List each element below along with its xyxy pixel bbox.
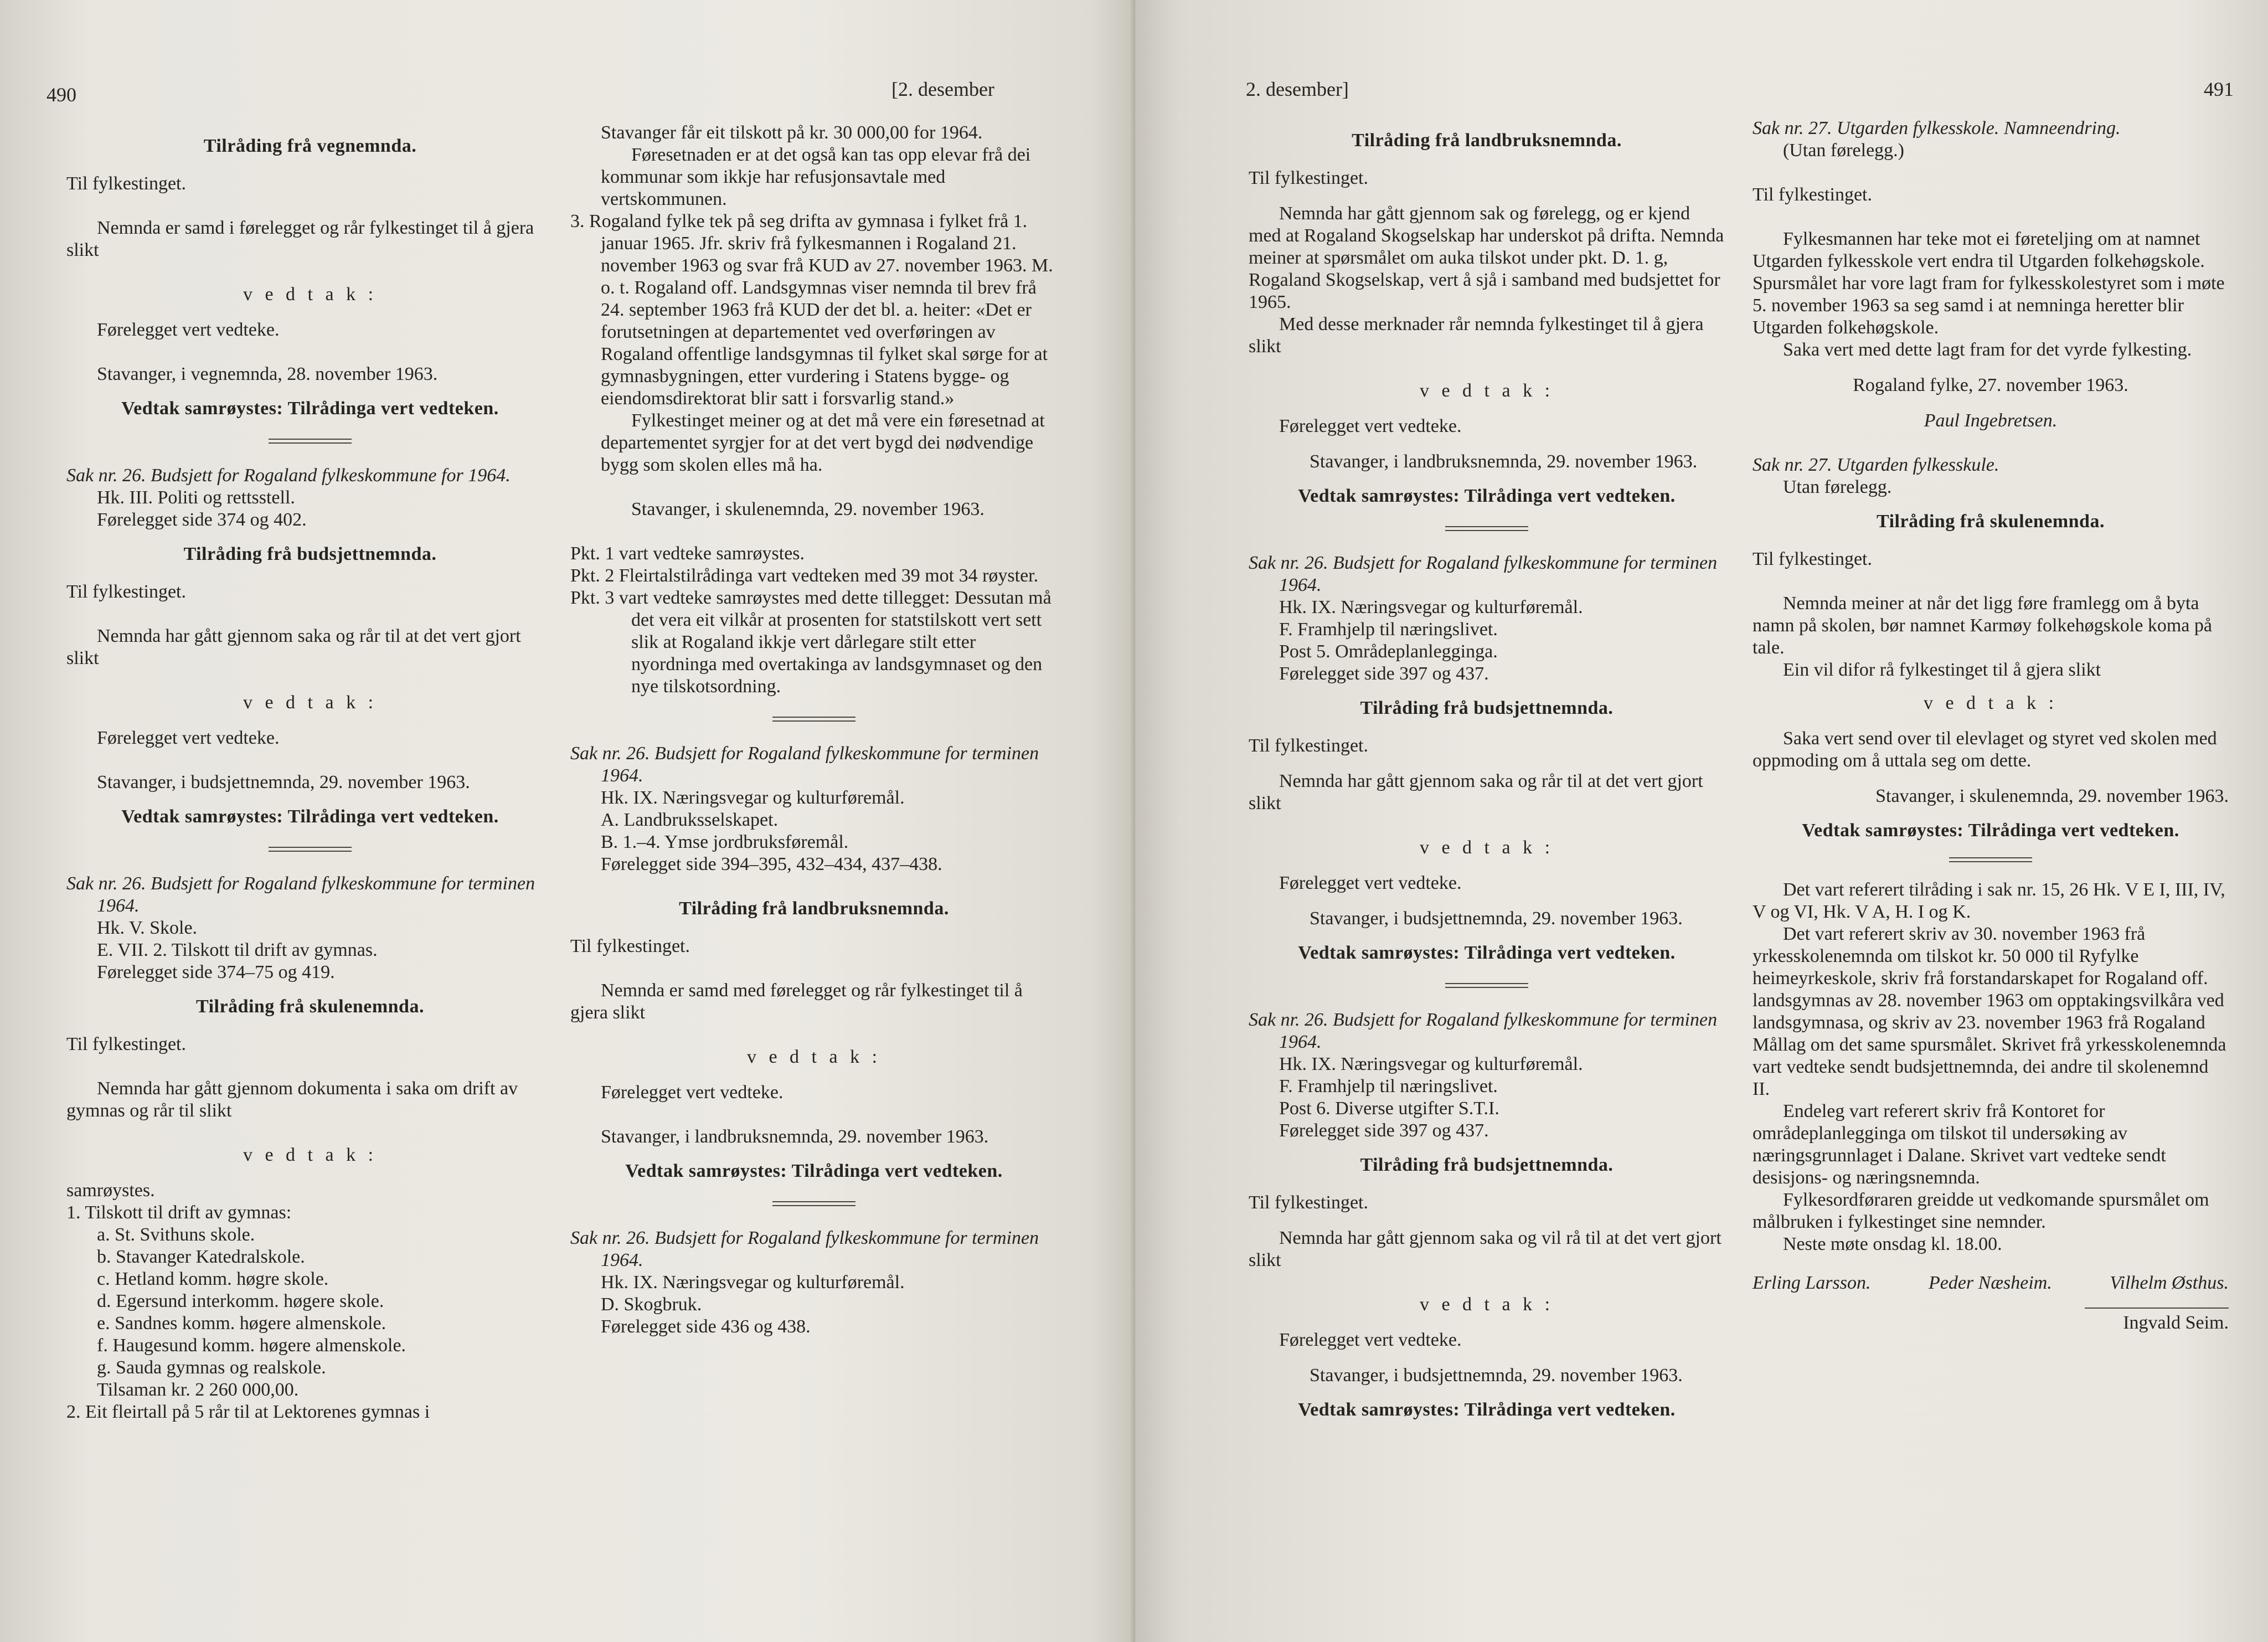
case-line: B. 1.–4. Ymse jordbruksføremål.	[601, 832, 849, 852]
vedtak-label: v e d t a k :	[1923, 693, 2058, 713]
paragraph: Nemnda er samd med førelegget og rår fylkestinget til å gjera slikt	[570, 980, 1023, 1023]
section-heading: Tilråding frå budsjettnemnda.	[1360, 1155, 1614, 1175]
case-title: Sak nr. 26. Budsjett for Rogaland fylkeskommune for terminen 1964.	[66, 873, 535, 916]
paragraph: Neste møte onsdag kl. 18.00.	[1783, 1234, 2002, 1254]
point: Pkt. 1 vart vedteke samrøystes.	[570, 543, 805, 564]
place-date: Rogaland fylke, 27. november 1963.	[1853, 375, 2128, 395]
paragraph: Nemnda er samd i føreleggеt og rår fylkestinget til å gjera slikt	[66, 218, 534, 260]
addressee: Til fylkestinget.	[1249, 168, 1368, 188]
paragraph: Føresetnaden er at det også kan tas opp elevar frå dei kommunar som ikkje har refusjonsavtale med vertskommunen.	[601, 145, 1031, 209]
case-line: Førelegget side 397 og 437.	[1279, 663, 1489, 684]
list-item: f. Haugesund komm. høgere almenskole.	[97, 1335, 406, 1356]
signatures	[1752, 1272, 2229, 1294]
vedtak-label: v e d t a k :	[1419, 837, 1554, 858]
case-title: Sak nr. 26. Budsjett for Rogaland fylkeskommune for 1964.	[66, 465, 511, 486]
case-line: F. Framhjelp til næringslivet.	[1279, 619, 1498, 640]
vedtak-label: v e d t a k :	[243, 692, 378, 713]
addressee: Til fylkestinget.	[1752, 549, 1872, 569]
vedtak-label: v e d t a k :	[1419, 1294, 1554, 1315]
list-item: d. Egersund interkomm. høgere skole.	[97, 1291, 384, 1311]
paragraph: Fylkesmannen har teke mot ei føretelјing om at namnet Utgarden fylkesskole vert endra til Utgarden folkehøgskole. Spursmålet har vore lagt fram for fylkesskolestyret som i møte 5. november 1963 sa seg samd i at nemninga heretter blir Utgarden folkehøgskole.	[1752, 229, 2225, 338]
paragraph: Nemnda har gått gjennom saka og vil rå til at det vert gjort slikt	[1249, 1228, 1721, 1270]
section-heading: Tilråding frå budsjettnemnda.	[1360, 698, 1614, 718]
paragraph: Nemnda har gått gjennom dokumenta i saka om drift av gymnas og rår til slikt	[66, 1078, 518, 1121]
divider	[269, 847, 352, 852]
case-line: Førelegget side 374–75 og 419.	[97, 962, 335, 982]
paragraph: Med desse merknader rår nemnda fylkestinget til å gjera slikt	[1249, 314, 1704, 357]
signature: Erling Larsson.	[1752, 1273, 1871, 1293]
divider	[269, 439, 352, 444]
case-block	[66, 465, 554, 531]
paragraph: Stavanger får eit tilskott på kr. 30 000,00 for 1964.	[601, 122, 983, 143]
addressee: Til fylkestinget.	[66, 173, 186, 194]
right-column-1	[1249, 117, 1725, 1437]
case-block	[570, 743, 1058, 876]
place-date: Stavanger, i budsjettnemnda, 29. november 1963.	[1310, 908, 1683, 929]
addressee: Til fylkestinget.	[570, 936, 690, 956]
place-date: Stavanger, i landbruksnemnda, 29. november 1963.	[1310, 451, 1698, 472]
section-heading: Tilråding frå skulenemnda.	[1877, 511, 2105, 532]
paragraph: Endeleg vart referert skriv frå Kontoret for områdeplanlegginga om tilskot til undersøking av næringsgrunnlaget i Dalane. Skrivet vart vedteke sendt desisjons- og næringsnemnda.	[1752, 1101, 2166, 1188]
left-column-2	[570, 122, 1058, 1338]
result: Vedtak samrøystes: Tilrådinga vert vedteken.	[1802, 820, 2179, 841]
list-item: a. St. Svithuns skole.	[97, 1224, 255, 1245]
result: Vedtak samrøystes: Tilrådinga vert vedteken.	[625, 1161, 1003, 1181]
case-line: Post 5. Områdeplanlegginga.	[1279, 641, 1498, 662]
addressee: Til fylkestinget.	[1249, 1192, 1368, 1213]
left-column-1	[66, 123, 554, 1423]
list-item: 1. Tilskott til drift av gymnas:	[66, 1202, 292, 1223]
case-line: Førelegget side 436 og 438.	[601, 1316, 811, 1337]
result: Vedtak samrøystes: Tilrådinga vert vedteken.	[1298, 486, 1676, 506]
decision: Førelegget vert vedteke.	[97, 320, 280, 340]
case-line: Førelegget side 394–395, 432–434, 437–438.	[601, 854, 942, 874]
divider	[1949, 857, 2032, 862]
section-heading: Tilråding frå landbruksnemnda.	[679, 898, 949, 919]
divider	[772, 717, 855, 722]
result: Vedtak samrøystes: Tilrådinga vert vedteken.	[1298, 943, 1676, 963]
paragraph: Det vart referert skriv av 30. november 1963 frå yrkesskolenemnda om tilskot kr. 50 000 til Ryfylke heimeyrkeskole, skriv frå forstandarskapet for Rogaland off. landsgymnas av 28. november 1963 om opptakingsvilkåra ved landsgymnasa, og skriv av 23. november 1963 frå Rogaland Mållag om det same spursmålet. Skrivet frå yrkesskolenemnda vart vedteke sendt budsjettnemnda, dei andre til skolenemnd II.	[1752, 924, 2226, 1099]
decision: Saka vert send over til elevlaget og styret ved skolen med oppmoding om å uttala seg om dette.	[1752, 728, 2217, 771]
case-line: Hk. IX. Næringsvegar og kulturføremål.	[601, 1272, 905, 1293]
divider	[772, 1201, 855, 1206]
place-date: Stavanger, i landbruksnemnda, 29. november 1963.	[601, 1126, 989, 1147]
school-list	[66, 1224, 554, 1379]
place-date: Stavanger, i skulenemnda, 29. november 1963.	[631, 499, 984, 519]
paragraph: Fylkestinget meiner og at det må vere ein føresetnad at departementet syrgjer for at det vert bygd dei nødvendige bygg som skolen elles må ha.	[601, 410, 1045, 475]
signature: Ingvald Seim.	[2085, 1308, 2229, 1334]
paragraph: Nemnda har gått gjennom saka og rår til at det vert gjort slikt	[1249, 771, 1703, 814]
right-page	[1135, 0, 2268, 1642]
case-note: (Utan førelegg.)	[1783, 140, 1905, 161]
paragraph: Det vart referert tilråding i sak nr. 15, 26 Hk. V E I, III, IV, V og VI, Hk. V A, H. I og K.	[1752, 879, 2225, 922]
case-note: Utan førelegg.	[1783, 477, 1892, 497]
right-column-2	[1752, 117, 2229, 1334]
addressee: Til fylkestinget.	[1249, 735, 1368, 756]
decision: Førelegget vert vedteke.	[1279, 1330, 1462, 1350]
addressee: Til fylkestinget.	[1752, 184, 1872, 205]
result: Vedtak samrøystes: Tilrådinga vert vedteken.	[121, 398, 499, 419]
point: Pkt. 3 vart vedteke samrøystes med dette tillegget: Dessutan må det vera eit vilkår at prosenten for statstilskott vert sett slik at Rogaland ikkje vert dårlegare stilt etter nyordninga med overtakinga av landsgymnaset og den nye tilskotsordning.	[570, 588, 1051, 697]
paragraph: Nemnda har gått gjennom sak og førelegg, og er kjend med at Rogaland Skogselskap har underskot på drifta. Nemnda meiner at spørsmålet om auka tilskot under pkt. D. 1. g, Rogaland Skogselskap, vert å sjå i samband med budsjettet for 1965.	[1249, 203, 1724, 312]
section-heading: Tilråding frå budsjettnemnda.	[183, 544, 437, 564]
case-line: Førelegget side 397 og 437.	[1279, 1120, 1489, 1141]
list-item: c. Hetland komm. høgre skole.	[97, 1269, 329, 1289]
place-date: Stavanger, i vegnemnda, 28. november 1963.	[97, 364, 438, 384]
case-title: Sak nr. 27. Utgarden fylkesskole. Namneendring.	[1752, 118, 2121, 138]
case-title: Sak nr. 27. Utgarden fylkesskule.	[1752, 455, 1999, 475]
signature: Paul Ingebretsen.	[1924, 410, 2058, 431]
paragraph: Fylkesordføraren greidde ut vedkomande spursmålet om målbruken i fylkestinget sine nemnder.	[1752, 1190, 2209, 1232]
paragraph: Nemnda har gått gjennom saka og rår til at det vert gjort slikt	[66, 626, 521, 668]
case-line: D. Skogbruk.	[601, 1294, 702, 1315]
vedtak-label: v e d t a k :	[746, 1047, 882, 1067]
signature: Vilhelm Østhus.	[2110, 1273, 2229, 1293]
place-date: Stavanger, i budsjettnemnda, 29. november 1963.	[97, 772, 470, 792]
case-block	[66, 873, 554, 984]
result: Vedtak samrøystes: Tilrådinga vert vedteken.	[121, 806, 499, 827]
section-heading: Tilråding frå vegnemnda.	[203, 136, 417, 156]
case-title: Sak nr. 26. Budsjett for Rogaland fylkeskommune for terminen 1964.	[570, 743, 1039, 786]
case-line: Hk. III. Politi og rettsstell.	[97, 487, 295, 508]
case-block	[570, 1227, 1058, 1338]
page-number: 490	[47, 84, 76, 106]
case-line: Hk. IX. Næringsvegar og kulturføremål.	[1279, 1054, 1583, 1074]
divider	[1445, 526, 1528, 531]
section-heading: Tilråding frå landbruksnemnda.	[1352, 130, 1622, 151]
list-item: 3. Rogaland fylke tek på seg drifta av gymnasa i fylket frå 1. januar 1965. Jfr. skriv frå fylkesmannen i Rogaland 21. november 1963 og svar frå KUD av 27. november 1963. M. o. t. Rogaland off. Landsgymnas viser nemnda til brev frå 24. september 1963 frå KUD der det bl. a. heiter: «Det er forutsetningen at departementet ved overføringen av Rogaland offentlige landsgymnas til fylket skal sørge for at gymnasbygningen, etter vurdering i Statens bygge- og eiendomsdirektorat blir satt i forsvarlig stand.»	[570, 211, 1053, 409]
result: Vedtak samrøystes: Tilrådinga vert vedteken.	[1298, 1399, 1676, 1420]
point: Pkt. 2 Fleirtalstilrådinga vart vedteken med 39 mot 34 røyster.	[570, 565, 1039, 586]
case-line: Hk. IX. Næringsvegar og kulturføremål.	[1279, 597, 1583, 617]
case-title: Sak nr. 26. Budsjett for Rogaland fylkeskommune for terminen 1964.	[570, 1228, 1039, 1270]
running-head: 2. desember]	[1246, 78, 1349, 100]
case-line: Post 6. Diverse utgifter S.T.I.	[1279, 1098, 1499, 1119]
decision: Førelegget vert vedteke.	[1279, 416, 1462, 436]
list-item: b. Stavanger Katedralskole.	[97, 1247, 305, 1267]
list-item: g. Sauda gymnas og realskole.	[97, 1357, 326, 1378]
signature: Peder Næsheim.	[1928, 1273, 2052, 1293]
case-line: Hk. V. Skole.	[97, 918, 198, 938]
case-title: Sak nr. 26. Budsjett for Rogaland fylkeskommune for terminen 1964.	[1249, 1010, 1718, 1052]
addressee: Til fylkestinget.	[66, 1034, 186, 1054]
case-line: A. Landbruksselskapet.	[601, 810, 779, 830]
text-line: Tilsaman kr. 2 260 000,00.	[97, 1380, 299, 1400]
decision: Førelegget vert vedteke.	[1279, 873, 1462, 893]
paragraph: Saka vert med dette lagt fram for det vyrde fylkesting.	[1783, 339, 2192, 360]
place-date: Stavanger, i skulenemnda, 29. november 1963.	[1875, 786, 2229, 806]
case-title: Sak nr. 26. Budsjett for Rogaland fylkeskommune for terminen 1964.	[1249, 553, 1718, 595]
vedtak-label: v e d t a k :	[243, 284, 378, 305]
case-block	[1249, 1009, 1725, 1142]
case-block	[1249, 552, 1725, 685]
page-number: 491	[2204, 78, 2234, 100]
decision: Førelegget vert vedteke.	[601, 1082, 784, 1103]
case-line: Hk. IX. Næringsvegar og kulturføremål.	[601, 787, 905, 808]
list-item: e. Sandnes komm. høgere almenskole.	[97, 1313, 386, 1334]
decision: Førelegget vert vedteke.	[97, 728, 280, 748]
text-line: samrøystes.	[66, 1180, 155, 1201]
case-line: Førelegget side 374 og 402.	[97, 509, 307, 530]
case-line: F. Framhjelp til næringslivet.	[1279, 1076, 1498, 1097]
paragraph: Ein vil difor rå fylkestinget til å gjera slikt	[1783, 660, 2101, 680]
case-line: E. VII. 2. Tilskott til drift av gymnas.	[97, 940, 378, 960]
paragraph: Nemnda meiner at når det ligg føre framlegg om å byta namn på skolen, bør namnet Karmøy folkehøgskole koma på tale.	[1752, 593, 2212, 658]
divider	[1445, 983, 1528, 988]
place-date: Stavanger, i budsjettnemnda, 29. november 1963.	[1310, 1365, 1683, 1386]
list-item: 2. Eit fleirtall på 5 rår til at Lektorenes gymnas i	[66, 1402, 430, 1422]
vedtak-label: v e d t a k :	[1419, 380, 1554, 401]
vedtak-label: v e d t a k :	[243, 1145, 378, 1165]
running-head: [2. desember	[891, 78, 994, 100]
addressee: Til fylkestinget.	[66, 581, 186, 602]
section-heading: Tilråding frå skulenemnda.	[196, 996, 424, 1017]
